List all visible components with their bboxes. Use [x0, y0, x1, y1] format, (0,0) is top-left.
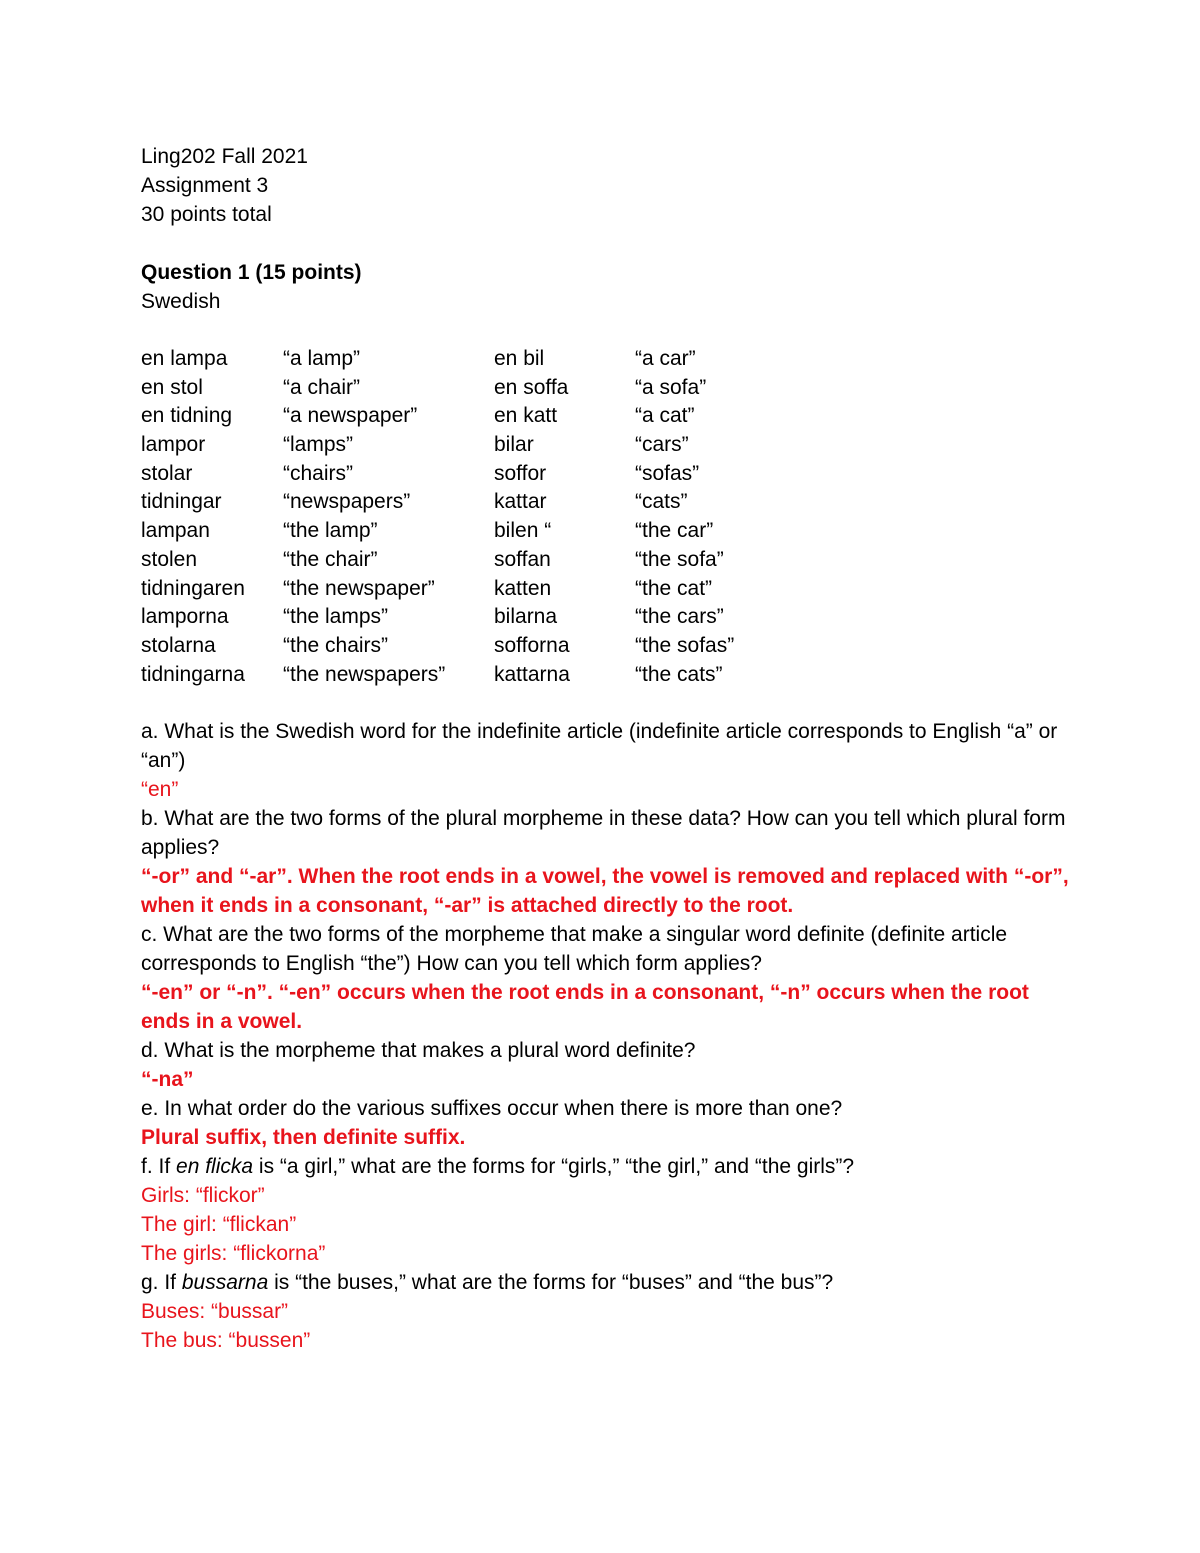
swedish-word-2: kattar	[494, 490, 547, 514]
question-d: d. What is the morpheme that makes a plural word definite?	[141, 1039, 696, 1062]
english-gloss-1: “a lamp”	[283, 347, 361, 370]
document-header	[141, 142, 308, 229]
answer-c: “-en” or “-n”. “-en” occurs when the root ends in a consonant, “-n” occurs when the root ends in a vowel.	[141, 981, 1029, 1033]
english-gloss-1: “a newspaper”	[283, 404, 418, 428]
answer-f-girls: Girls: “flickor”	[141, 1184, 265, 1207]
english-gloss-1: “the newspapers”	[283, 662, 446, 686]
answer-a: “en”	[141, 778, 179, 801]
swedish-word-2: bilarna	[494, 605, 558, 629]
question-e: e. In what order do the various suffixes occur when there is more than one?	[141, 1097, 843, 1120]
answer-g-buses: Buses: “bussar”	[141, 1300, 289, 1323]
points-total: 30 points total	[141, 203, 272, 226]
english-gloss-1: “the chairs”	[283, 633, 389, 657]
swedish-word-1: tidningar	[141, 490, 222, 514]
question-c: c. What are the two forms of the morpheme that make a singular word definite (definite article corresponds to English “the”) How can you tell which form applies?	[141, 923, 1008, 975]
language-label: Swedish	[141, 290, 221, 313]
swedish-word-1: tidningarna	[141, 662, 245, 686]
answer-d: “-na”	[141, 1068, 194, 1091]
swedish-word-1: stolarna	[141, 633, 216, 657]
answer-e: Plural suffix, then definite suffix.	[141, 1126, 466, 1149]
question-g-post: is “the buses,” what are the forms for “buses” and “the bus”?	[268, 1271, 834, 1294]
english-gloss-1: “newspapers”	[283, 490, 411, 514]
swedish-word-2: kattarna	[494, 662, 570, 686]
swedish-word-1: stolar	[141, 461, 193, 485]
question-g-pre: g. If	[141, 1271, 182, 1294]
question-b: b. What are the two forms of the plural morpheme in these data? How can you tell which plural form applies?	[141, 807, 1066, 859]
question-1-title: Question 1 (15 points)	[141, 261, 362, 284]
english-gloss-2: “the cars”	[635, 605, 724, 629]
english-gloss-1: “the lamp”	[283, 519, 378, 543]
english-gloss-2: “sofas”	[635, 461, 700, 485]
course-title: Ling202 Fall 2021	[141, 145, 308, 168]
question-f-pre: f. If	[141, 1155, 177, 1178]
question-g	[141, 1268, 1081, 1297]
english-gloss-2: “a cat”	[635, 404, 695, 428]
english-gloss-1: “the lamps”	[283, 605, 389, 629]
swedish-word-1: en lampa	[141, 347, 228, 370]
english-gloss-2: “cats”	[635, 490, 688, 514]
answer-f-the-girl: The girl: “flickan”	[141, 1213, 297, 1236]
english-gloss-2: “the sofas”	[635, 633, 735, 657]
english-gloss-1: “chairs”	[283, 461, 354, 485]
swedish-word-1: tidningaren	[141, 576, 245, 600]
swedish-word-2: soffor	[494, 461, 547, 485]
swedish-word-2: soffan	[494, 547, 551, 571]
english-gloss-2: “the cats”	[635, 662, 723, 686]
swedish-word-1: lamporna	[141, 605, 229, 629]
question-g-word: bussarna	[181, 1271, 269, 1294]
swedish-word-2: sofforna	[494, 633, 570, 657]
english-gloss-1: “a chair”	[283, 375, 361, 399]
swedish-word-1: en stol	[141, 375, 203, 399]
swedish-word-2: bilen “	[494, 519, 552, 543]
swedish-word-1: en tidning	[141, 404, 233, 428]
swedish-word-2: en soffa	[494, 375, 569, 399]
english-gloss-2: “the sofa”	[635, 547, 724, 571]
swedish-word-1: lampan	[141, 519, 210, 543]
english-gloss-2: “cars”	[635, 433, 689, 457]
question-1-heading	[141, 258, 362, 316]
english-gloss-2: “a sofa”	[635, 375, 707, 399]
swedish-word-2: en bil	[494, 347, 545, 370]
english-gloss-2: “the car”	[635, 519, 714, 543]
answer-b: “-or” and “-ar”. When the root ends in a vowel, the vowel is removed and replaced with “-or”, when it ends in a consonant, “-ar” is attached directly to the root.	[141, 865, 1069, 917]
english-gloss-1: “lamps”	[283, 433, 354, 457]
answer-g-the-bus: The bus: “bussen”	[141, 1329, 311, 1352]
swedish-word-1: lampor	[141, 433, 206, 457]
english-gloss-1: “the chair”	[283, 547, 378, 571]
question-f-post: is “a girl,” what are the forms for “girls,” “the girl,” and “the girls”?	[253, 1155, 855, 1178]
swedish-word-1: stolen	[141, 547, 198, 571]
question-a: a. What is the Swedish word for the indefinite article (indefinite article corresponds to English “a” or “an”)	[141, 720, 1058, 772]
assignment-title: Assignment 3	[141, 174, 269, 197]
swedish-word-2: katten	[494, 576, 552, 600]
question-f-word: en flicka	[176, 1155, 254, 1178]
questions-answers	[141, 717, 1081, 1355]
answer-f-the-girls: The girls: “flickorna”	[141, 1242, 326, 1265]
english-gloss-2: “a car”	[635, 347, 696, 370]
swedish-word-2: bilar	[494, 433, 534, 457]
swedish-word-2: en katt	[494, 404, 558, 428]
english-gloss-2: “the cat”	[635, 576, 713, 600]
question-f	[141, 1152, 1081, 1181]
english-gloss-1: “the newspaper”	[283, 576, 435, 600]
